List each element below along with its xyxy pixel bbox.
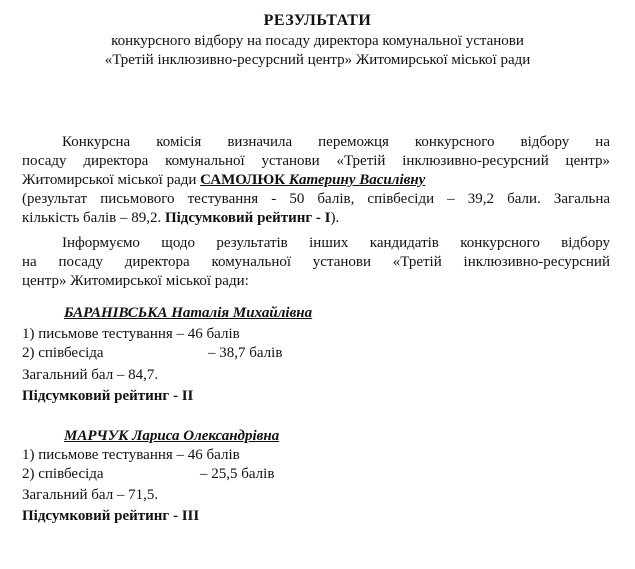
winner-line2: посаду директора комунальної установи «Третій інклюзивно-ресурсний центр»	[22, 153, 610, 169]
others-intro-line1: Інформуємо щодо результатів інших кандидатів конкурсного відбору	[62, 235, 610, 251]
winner-line1: Конкурсна комісія визначила переможця конкурсного відбору на	[62, 134, 610, 150]
winner-rating: Підсумковий рейтинг - І	[164, 210, 331, 226]
winner-surname: САМОЛЮК	[200, 172, 286, 188]
candidate-interview-row	[22, 465, 422, 484]
candidate-test-score: 1) письмове тестування – 46 балів	[22, 447, 240, 463]
candidate-block	[22, 427, 422, 526]
winner-line5-end: ).	[330, 210, 340, 226]
candidate-interview-value: – 38,7 балів	[208, 345, 283, 361]
winner-given-names: Катерину Василівну	[285, 172, 426, 188]
candidate-rating: Підсумковий рейтинг - ІІ	[22, 388, 194, 404]
winner-line5	[22, 209, 610, 228]
candidate-test-score: 1) письмове тестування – 46 балів	[22, 326, 240, 342]
candidate-name: БАРАНІВСЬКА Наталія Михайлівна	[64, 305, 313, 321]
winner-line4: (результат письмового тестування - 50 балів, співбесіди – 39,2 бали. Загальна	[22, 191, 610, 207]
winner-line3	[22, 171, 610, 190]
candidate-total: Загальний бал – 71,5.	[22, 487, 159, 503]
document-subtitle-line2: «Третій інклюзивно-ресурсний центр» Житомирської міської ради	[104, 52, 531, 68]
winner-name	[200, 172, 425, 188]
winner-paragraph	[22, 133, 610, 228]
document-title: РЕЗУЛЬТАТИ	[263, 12, 372, 29]
candidate-rating: Підсумковий рейтинг - ІІІ	[22, 508, 200, 524]
candidate-total: Загальний бал – 84,7.	[22, 367, 159, 383]
document-subtitle-line1: конкурсного відбору на посаду директора комунальної установи	[111, 33, 524, 49]
candidate-block	[22, 304, 422, 406]
candidate-interview-label: 2) співбесіда	[22, 466, 104, 482]
candidate-interview-value: – 25,5 балів	[200, 466, 275, 482]
candidate-interview-row	[22, 344, 422, 363]
others-intro-line2: на посаду директора комунальної установи «Третій інклюзивно-ресурсний	[22, 254, 610, 270]
candidate-name: МАРЧУК Лариса Олександрівна	[64, 428, 280, 444]
others-intro-paragraph	[22, 234, 610, 291]
candidate-interview-label: 2) співбесіда	[22, 345, 104, 361]
others-intro-line3: центр» Житомирської міської ради:	[22, 273, 249, 289]
winner-line3-prefix: Житомирської міської ради	[22, 172, 201, 188]
winner-total: кількість балів – 89,2.	[22, 210, 165, 226]
